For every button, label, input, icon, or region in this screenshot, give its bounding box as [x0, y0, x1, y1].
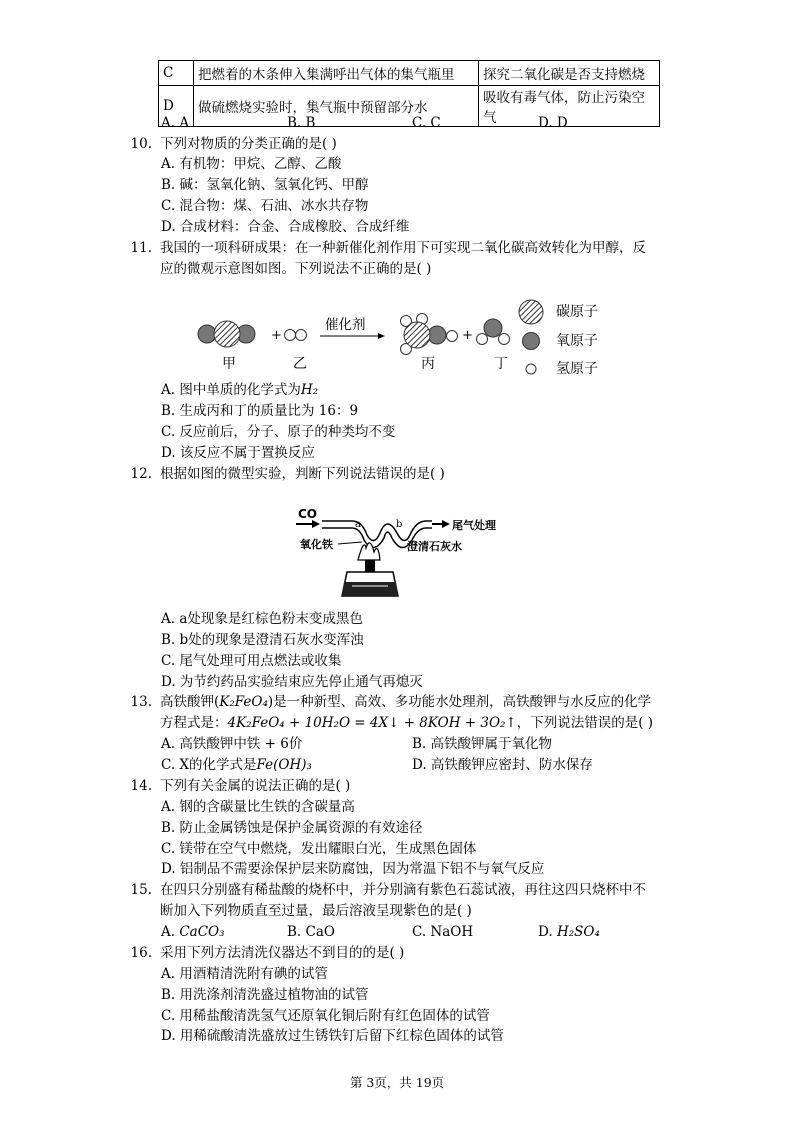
question-stem: 在四只分别盛有稀盐酸的烧杯中，并分别滴有紫色石蕊试液，再往这四只烧杯中不 [160, 882, 646, 898]
reaction-diagram [190, 295, 610, 380]
question-stem: 采用下列方法清洗仪器达不到目的的是( ) [160, 945, 405, 961]
question-number: 15. [130, 882, 152, 898]
equation: 4K₂FeO₄ + 10H₂O = 4X↓ + 8KOH + 3O₂↑ [227, 715, 517, 731]
table-cell: C [159, 61, 194, 86]
option-text: D. [538, 924, 557, 940]
molecule-bing [401, 314, 458, 355]
hydrogen-legend-icon [526, 364, 536, 374]
question-stem: 下列对物质的分类正确的是( ) [160, 136, 337, 152]
question-stem [160, 714, 653, 732]
option: C. 用稀盐酸清洗氢气还原氧化铜后附有红色固体的试管 [161, 1008, 490, 1024]
oxygen-legend-icon [523, 333, 540, 350]
option: D. 合成材料：合金、合成橡胶、合成纤维 [161, 219, 410, 235]
limewater-label: 澄清石灰水 [407, 540, 462, 553]
formula: CaCO₃ [179, 924, 225, 940]
question-stem: 应的微观示意图如图。下列说法不正确的是( ) [160, 261, 432, 277]
option: A. A [161, 115, 190, 131]
legend-label: 氧原子 [556, 333, 598, 349]
option: D. 用稀硫酸清洗盛放过生锈铁钉后留下红棕色固体的试管 [161, 1028, 504, 1044]
molecule-ding [477, 319, 510, 345]
table-cell: 探究二氧化碳是否支持燃烧 [479, 61, 660, 86]
option: A. 钢的含碳量比生铁的含碳量高 [161, 799, 355, 815]
option: B. 防止金属锈蚀是保护金属资源的有效途径 [161, 820, 423, 836]
question-number: 10. [130, 136, 152, 152]
question-number: 14. [130, 778, 152, 794]
formula: Fe(OH)₃ [256, 757, 312, 773]
question-stem [160, 693, 651, 711]
stem-text: 高铁酸钾( [160, 694, 220, 710]
formula: H₂ [300, 382, 319, 398]
option: C. C [412, 115, 441, 131]
question-number: 12. [130, 466, 152, 482]
option: C. 混合物：煤、石油、冰水共存物 [161, 198, 369, 214]
question-stem: 我国的一项科研成果：在一种新催化剂作用下可实现二氧化碳高效转化为甲醇，反 [160, 240, 646, 256]
option: B. 碱：氢氧化钠、氢氧化钙、甲醇 [161, 177, 369, 193]
question-number: 11. [130, 240, 152, 256]
table-row [159, 86, 660, 127]
option: A. 用酒精清洗附有碘的试管 [161, 966, 328, 982]
option-text: A. [161, 924, 180, 940]
stem-text: ，下列说法错误的是( ) [516, 715, 654, 731]
table-cell: 吸收有毒气体，防止污染空气 [479, 86, 660, 127]
molecule-yi [285, 330, 307, 341]
flame-icon [358, 543, 380, 560]
option: B. 用洗涤剂清洗盛过植物油的试管 [161, 987, 369, 1003]
option: B. 生成丙和丁的质量比为 16：9 [161, 403, 359, 419]
catalyst-label: 催化剂 [325, 317, 366, 333]
plus-sign: + [271, 328, 282, 343]
question-stem: 根据如图的微型实验，判断下列说法错误的是( ) [160, 466, 445, 482]
option: B. CaO [287, 924, 335, 940]
option [538, 923, 600, 941]
option: D. 为节约药品实验结束应先停止通气再熄灭 [161, 674, 423, 690]
option: A. 有机物：甲烷、乙醇、乙酸 [161, 156, 342, 172]
molecule-label: 丙 [421, 356, 435, 372]
table-cell: 把燃着的木条伸入集满呼出气体的集气瓶里 [194, 61, 479, 86]
option [161, 923, 225, 941]
option: B. B [287, 115, 316, 131]
option [161, 756, 312, 774]
legend-label: 氢原子 [556, 361, 598, 377]
micro-experiment-diagram [292, 500, 512, 606]
formula: H₂SO₄ [556, 924, 600, 940]
question-stem: 下列有关金属的说法正确的是( ) [160, 778, 351, 794]
tail-gas-label: 尾气处理 [452, 519, 496, 532]
table-row [159, 61, 660, 86]
legend-label: 碳原子 [556, 304, 598, 320]
option-text: A. 图中单质的化学式为 [161, 382, 301, 398]
option: A. a处现象是红棕色粉末变成黑色 [161, 611, 363, 627]
option: D. 该反应不属于置换反应 [161, 445, 315, 461]
option: D. D [538, 115, 568, 131]
option: D. 高铁酸钾应密封、防水保存 [412, 757, 593, 773]
point-a-label: a [355, 519, 361, 530]
molecule-label: 甲 [222, 356, 236, 372]
option: C. 尾气处理可用点燃法或收集 [161, 653, 342, 669]
option: C. NaOH [412, 924, 474, 940]
carbon-legend-icon [519, 300, 543, 324]
point-b-label: b [396, 519, 403, 530]
option: D. 铝制品不需要涂保护层来防腐蚀，因为常温下铝不与氧气反应 [161, 861, 545, 877]
option: B. b处的现象是澄清石灰水变浑浊 [161, 632, 364, 648]
options-table [158, 60, 660, 127]
page-footer: 第 3页，共 19页 [349, 1075, 445, 1090]
option: B. 高铁酸钾属于氧化物 [412, 736, 553, 752]
plus-sign: + [462, 328, 473, 343]
co-label: CO [298, 507, 318, 521]
molecule-label: 丁 [494, 356, 508, 372]
table-cell: 做硫燃烧实验时，集气瓶中预留部分水 [194, 86, 479, 127]
option: C. 镁带在空气中燃烧，发出耀眼白光，生成黑色固体 [161, 841, 477, 857]
option: A. 高铁酸钾中铁 + 6价 [161, 736, 303, 752]
option-text: C. X的化学式是 [161, 757, 257, 773]
question-stem: 断加入下列物质直至过量，最后溶液呈现紫色的是( ) [160, 903, 472, 919]
molecule-label: 乙 [293, 356, 307, 372]
iron-oxide-label: 氧化铁 [300, 538, 333, 551]
table-cell: D [159, 86, 194, 127]
question-number: 13. [130, 694, 152, 710]
option: C. 反应前后，分子、原子的种类均不变 [161, 424, 396, 440]
question-number: 16. [130, 945, 152, 961]
stem-text: 方程式是： [160, 715, 228, 731]
formula: K₂FeO₄ [219, 694, 268, 710]
option [161, 381, 318, 399]
stem-text: )是一种新型、高效、多功能水处理剂，高铁酸钾与水反应的化学 [267, 694, 652, 710]
molecule-jia [198, 321, 255, 347]
